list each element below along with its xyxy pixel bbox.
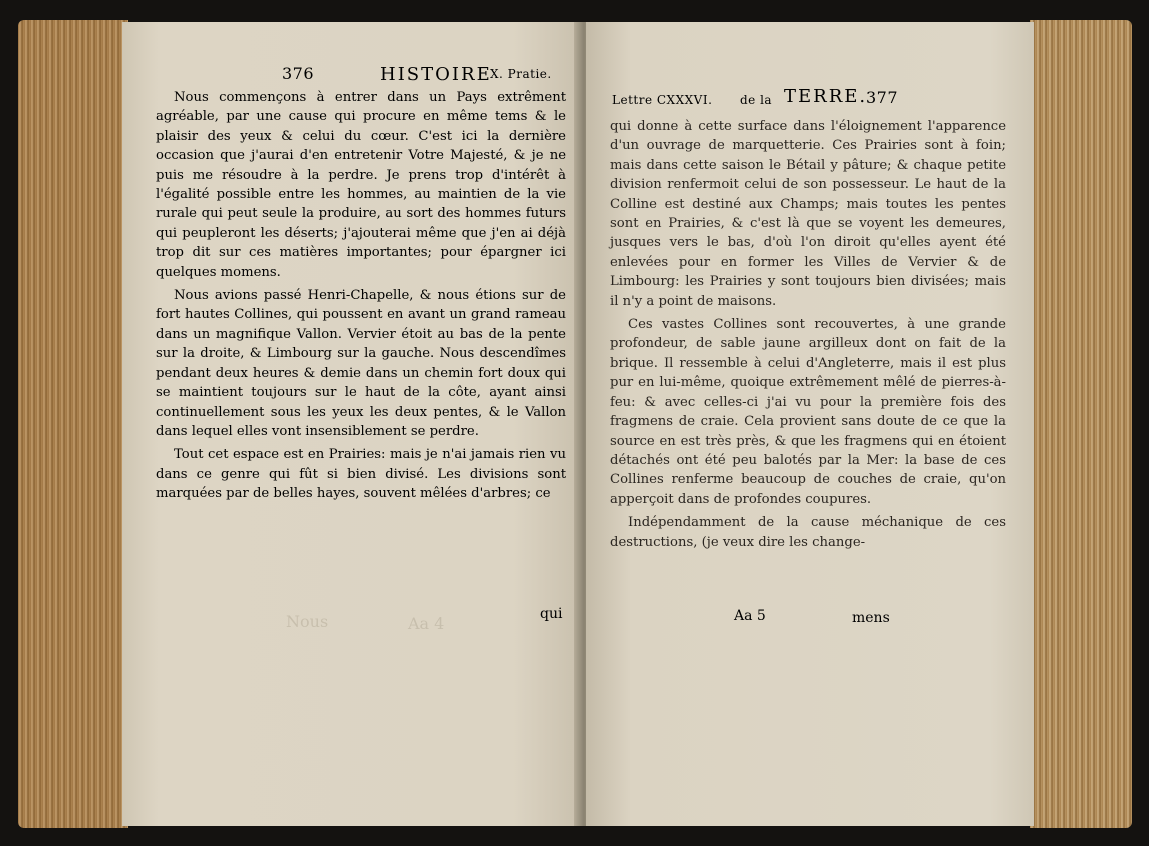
right-running-title: TERRE. bbox=[784, 86, 868, 107]
left-catchword: qui bbox=[540, 606, 563, 622]
right-catchword: mens bbox=[852, 610, 890, 626]
paragraph: Indépendamment de la cause méchanique de ces destructions, (je veux dire les change- bbox=[610, 515, 1006, 550]
right-running-title-left: Lettre CXXXVI. bbox=[612, 93, 713, 107]
right-page-edges bbox=[1030, 20, 1132, 828]
left-page-number: 376 bbox=[282, 64, 315, 83]
right-body-text bbox=[610, 117, 1006, 552]
right-running-title-mid: de la bbox=[740, 93, 773, 107]
paragraph: Nous commençons à entrer dans un Pays extrêment agréable, par une cause qui procure en même tems & le plaisir des yeux & celui du cœur. C'est ici la dernière occasion que j'aurai d'en entretenir Votre Majesté, & je ne puis me résoudre à la perdre. Je prens trop d'intérêt à l'égalité possible entre les hommes, au maintien de la vie rurale qui peut seule la produire, au sort des hommes futurs qui peupleront les déserts; j'ajouterai même que j'en ai déjà trop dit sur ces matières importantes; pour épargner ici quelques momens. bbox=[156, 90, 566, 280]
left-body-text bbox=[156, 88, 566, 504]
left-page-edges bbox=[18, 20, 128, 828]
left-running-title: HISTOIRE bbox=[380, 64, 492, 85]
paragraph: Ces vastes Collines sont recouvertes, à une grande profondeur, de sable jaune argilleux dont on fait de la brique. Il ressemble à celui d'Angleterre, mais il est plus pur en lui-même, quoique extrêmement mêlé de pierres-à-feu: & avec celles-ci j'ai vu pour la première fois des fragmens de craie. Cela provient sans doute de ce que la source en est très près, & que les fragmens qui en étoient détachés ont été peu balotés par la Mer: la base de ces Collines renferme beaucoup de couches de craie, qu'on apperçoit dans de profondes coupures. bbox=[610, 317, 1006, 507]
left-section-title: X. Pratie. bbox=[490, 67, 552, 81]
show-through-text: Aa 4 bbox=[408, 614, 445, 633]
show-through-text: Nous bbox=[286, 612, 329, 631]
paragraph: qui donne à cette surface dans l'éloignement l'apparence d'un ouvrage de marquetterie. Ces Prairies sont à foin; mais dans cette saison le Bétail y pâture; & chaque petite division renfermoit celui de son possesseur. Le haut de la Colline est destiné aux Champs; mais toutes les pentes sont en Prairies, & c'est là que se voyent les demeures, jusques vers le bas, d'où l'on diroit qu'elles ayent été enlevées pour en former les Villes de Vervier & de Limbourg: les Prairies y sont toujours bien divisées; mais il n'y a point de maisons. bbox=[610, 119, 1006, 309]
paragraph: Tout cet espace est en Prairies: mais je n'ai jamais rien vu dans ce genre qui fût si bien divisé. Les divisions sont marquées par de belles hayes, souvent mêlées d'arbres; ce bbox=[156, 447, 566, 502]
right-signature-mark: Aa 5 bbox=[734, 608, 766, 624]
right-page-number: 377 bbox=[866, 88, 899, 107]
right-page bbox=[586, 22, 1034, 826]
paragraph: Nous avions passé Henri-Chapelle, & nous étions sur de fort hautes Collines, qui poussent en avant un grand rameau dans un magnifique Vallon. Vervier étoit au bas de la pente sur la droite, & Limbourg sur la gauche. Nous descendîmes pendant deux heures & demie dans un chemin fort doux qui se maintient toujours sur le haut de la côte, ayant ainsi continuellement sous les yeux les deux pentes, & le Vallon dans lequel elles vont insensiblement se perdre. bbox=[156, 288, 566, 439]
